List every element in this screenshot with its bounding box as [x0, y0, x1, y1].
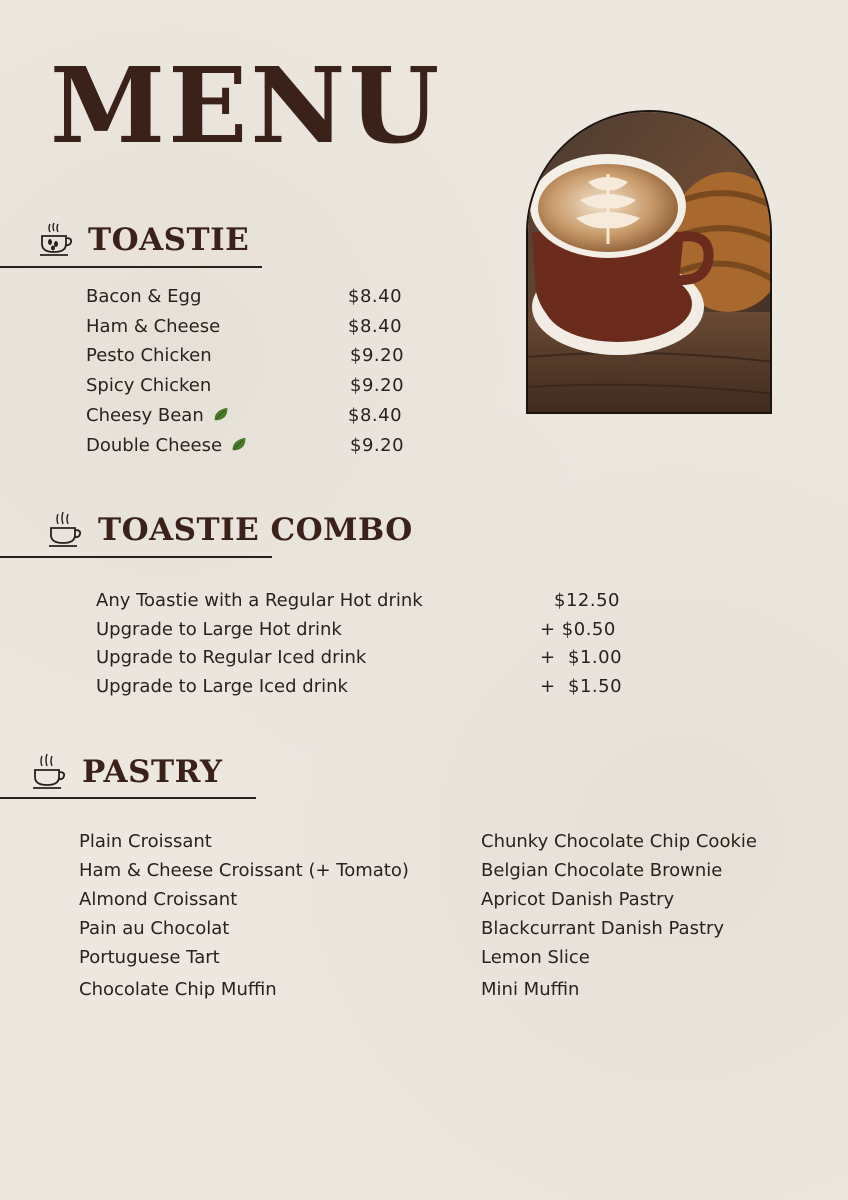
section-title: PASTRY — [82, 754, 223, 790]
item-name: Spicy Chicken — [86, 375, 212, 396]
pastry-item: Portuguese Tart — [79, 947, 220, 968]
pastry-item: Ham & Cheese Croissant (+ Tomato) — [79, 860, 409, 881]
item-price: $12.50 — [554, 590, 620, 611]
item-price: + $1.00 — [540, 647, 623, 668]
menu-item — [86, 286, 201, 307]
section-heading-toastie — [36, 220, 249, 260]
pastry-item: Apricot Danish Pastry — [481, 889, 675, 910]
pastry-item: Mini Muffin — [481, 979, 580, 1000]
menu-item — [86, 375, 211, 396]
pastry-item: Chunky Chocolate Chip Cookie — [481, 831, 757, 852]
menu-item: Any Toastie with a Regular Hot drink — [96, 590, 423, 611]
item-price: $8.40 — [348, 286, 403, 307]
pastry-item: Almond Croissant — [79, 889, 238, 910]
section-divider — [0, 556, 272, 558]
item-price: + $0.50 — [540, 619, 616, 640]
section-divider — [0, 797, 256, 799]
vegetarian-leaf-icon — [230, 435, 248, 453]
pastry-item: Pain au Chocolat — [79, 918, 230, 939]
menu-item: Upgrade to Large Hot drink — [96, 619, 342, 640]
coffee-croissant-photo — [526, 110, 772, 414]
menu-item — [86, 345, 212, 366]
item-price: $9.20 — [350, 345, 405, 366]
pastry-item: Belgian Chocolate Brownie — [481, 860, 723, 881]
item-name: Pesto Chicken — [86, 345, 212, 366]
pastry-item: Blackcurrant Danish Pastry — [481, 918, 725, 939]
pastry-item: Chocolate Chip Muffin — [79, 979, 277, 1000]
menu-item — [86, 316, 220, 337]
item-name: Ham & Cheese — [86, 316, 221, 337]
steaming-cup-icon — [46, 510, 86, 550]
item-price: $8.40 — [348, 316, 403, 337]
section-title: TOASTIE COMBO — [98, 512, 413, 548]
pastry-item: Lemon Slice — [481, 947, 590, 968]
menu-item — [86, 405, 230, 426]
menu-item: Upgrade to Regular Iced drink — [96, 647, 367, 668]
menu-item: Upgrade to Large Iced drink — [96, 676, 348, 697]
pastry-item: Plain Croissant — [79, 831, 212, 852]
item-name: Bacon & Egg — [86, 286, 202, 307]
item-price: + $1.50 — [540, 676, 623, 697]
menu-item — [86, 435, 248, 456]
coffee-cup-beans-icon — [36, 220, 76, 260]
vegetarian-leaf-icon — [212, 405, 230, 423]
item-price: $9.20 — [350, 435, 405, 456]
item-price: $9.20 — [350, 375, 405, 396]
item-name: Double Cheese — [86, 435, 223, 456]
item-name: Cheesy Bean — [86, 405, 204, 426]
section-heading-toastie-combo — [46, 510, 413, 550]
section-heading-pastry — [30, 752, 223, 792]
menu-title: MENU — [50, 44, 443, 167]
section-title: TOASTIE — [88, 222, 250, 258]
item-price: $8.40 — [348, 405, 403, 426]
steaming-cup-icon — [30, 752, 70, 792]
section-divider — [0, 266, 262, 268]
